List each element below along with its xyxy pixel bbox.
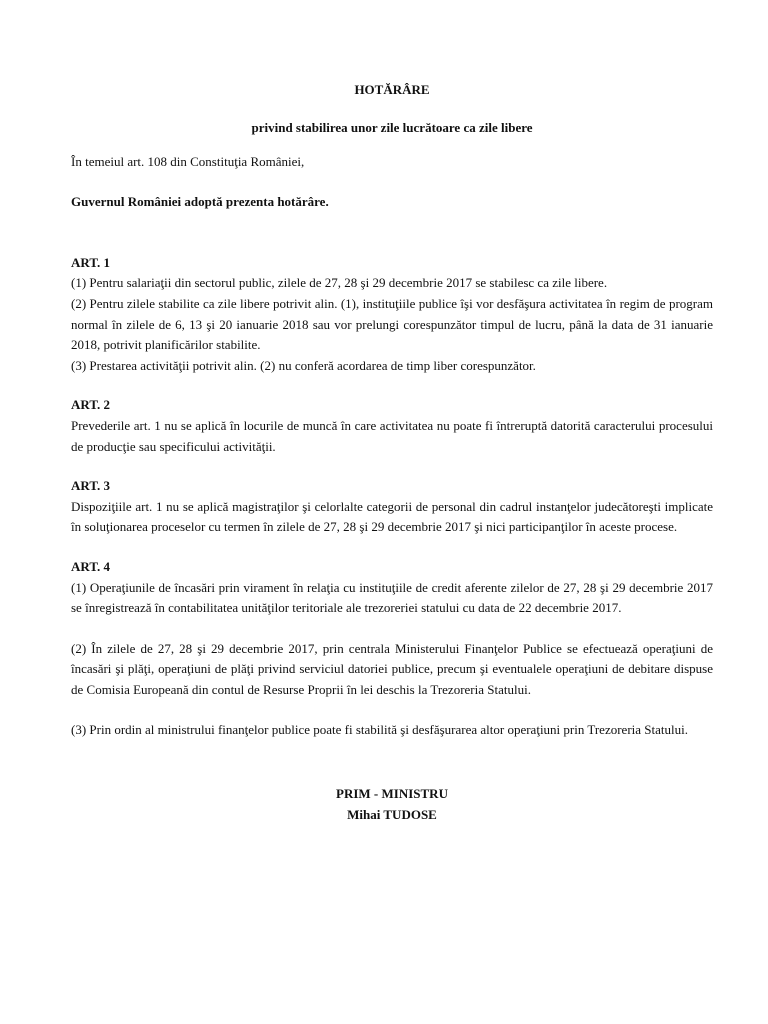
signature-name: Mihai TUDOSE [347, 807, 437, 823]
article-4 [71, 557, 713, 741]
article-paragraph: Dispoziţiile art. 1 nu se aplică magistraţilor şi celorlalte categorii de personal din cadrul instanţelor judecătoreşti implicate în soluţionarea proceselor cu termen în zilele de 27, 28 şi 29 decembrie 2017 şi nici participanţilor în aceste procese. [71, 498, 713, 535]
document-subtitle: privind stabilirea unor zile lucrătoare ca zile libere [251, 120, 533, 135]
article-paragraph: (3) Prin ordin al ministrului finanţelor publice poate fi stabilită şi desfăşurarea altor operaţiuni prin Trezoreria Statului. [71, 722, 688, 738]
preamble: În temeiul art. 108 din Constituţia României, [71, 153, 305, 169]
document-title: HOTĂRÂRE [354, 82, 430, 97]
document-page [71, 80, 713, 825]
adoption-statement: Guvernul României adoptă prezenta hotărâre. [71, 194, 329, 210]
article-3 [71, 476, 713, 538]
article-heading: ART. 1 [71, 254, 111, 270]
article-paragraph: Prevederile art. 1 nu se aplică în locurile de muncă în care activitatea nu poate fi întreruptă datorită caracterului procesului de producţie sau specificului activităţii. [71, 417, 713, 454]
article-paragraph: (2) În zilele de 27, 28 şi 29 decembrie 2017, prin centrala Ministerului Finanţelor Publice se efectuează operaţiuni de încasări şi plăţi, operaţiuni de plăţi privind serviciul datoriei publice, precum şi eventualele operaţiuni de debitare dispuse de Comisia Europeană din contul de Resurse Proprii în lei deschis la Trezoreria Statului. [71, 640, 713, 697]
article-heading: ART. 4 [71, 558, 111, 574]
article-paragraph: (2) Pentru zilele stabilite ca zile libere potrivit alin. (1), instituţiile publice îşi vor desfăşura activitatea în regim de program normal în zilele de 6, 13 şi 20 ianuarie 2018 sau vor prelungi corespunzător timpul de lucru, până la data de 31 ianuarie 2018, potrivit planificărilor stabilite. [71, 295, 713, 353]
signature-block [71, 783, 713, 825]
article-2 [71, 395, 713, 457]
signature-role: PRIM - MINISTRU [336, 786, 448, 802]
article-heading: ART. 2 [71, 397, 111, 413]
article-paragraph: (1) Operaţiunile de încasări prin virament în relaţia cu instituţiile de credit aferente zilelor de 27, 28 şi 29 decembrie 2017 se înregistrează în contabilitatea unităţilor teritoriale ale trezoreriei statului cu data de 22 decembrie 2017. [71, 579, 713, 616]
article-1 [71, 253, 713, 377]
article-paragraph: (1) Pentru salariaţii din sectorul public, zilele de 27, 28 şi 29 decembrie 2017 se stabilesc ca zile libere. [71, 275, 608, 291]
article-paragraph: (3) Prestarea activităţii potrivit alin. (2) nu conferă acordarea de timp liber corespunzător. [71, 357, 536, 373]
article-heading: ART. 3 [71, 478, 111, 494]
